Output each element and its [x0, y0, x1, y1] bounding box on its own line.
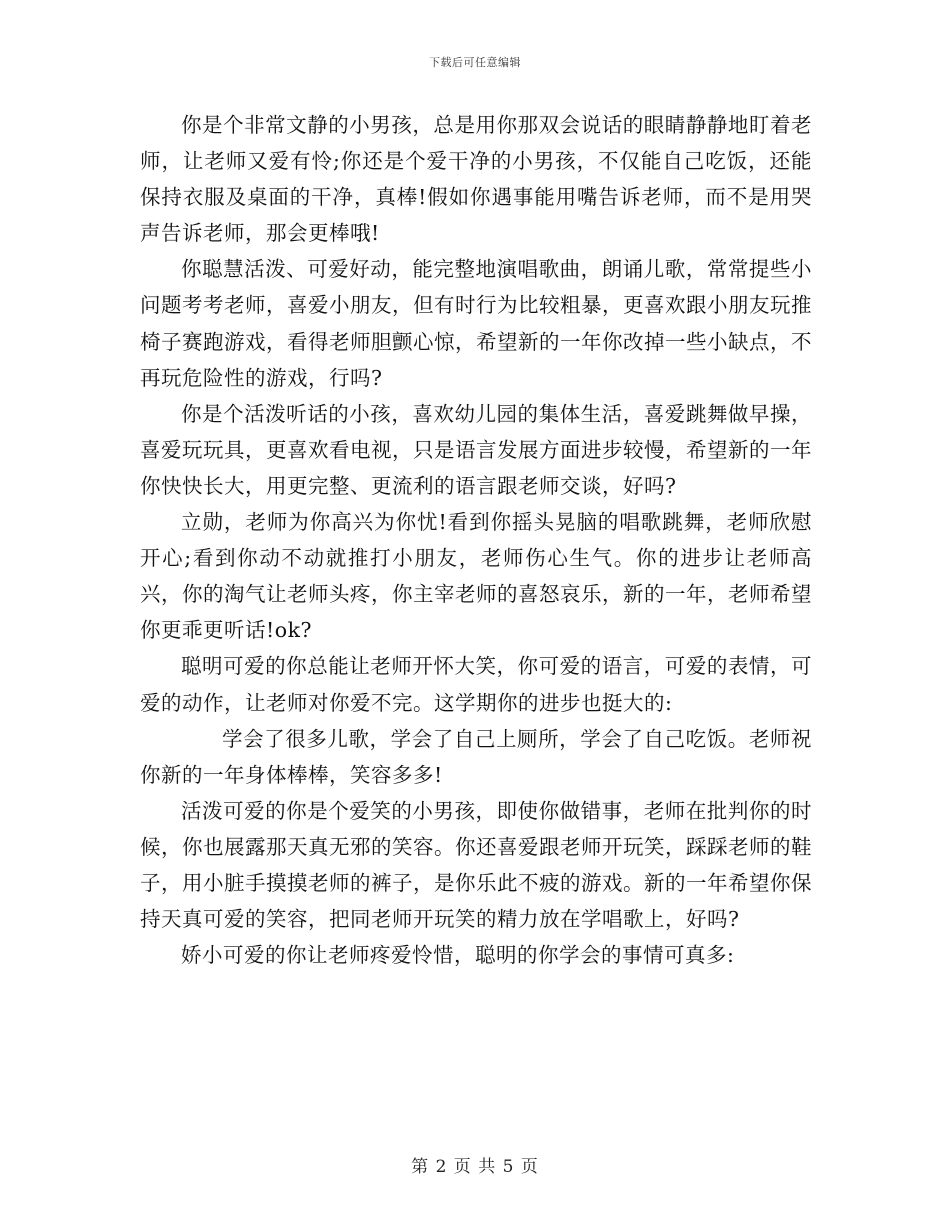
page-header: 下载后可任意编辑 — [429, 56, 521, 69]
paragraph-5: 聪明可爱的你总能让老师开怀大笑，你可爱的语言，可爱的表情，可爱的动作，让老师对你爱不完。这学期你的进步也挺大的: — [140, 654, 812, 715]
page-footer: 第 2 页 共 5 页 — [411, 1157, 539, 1177]
paragraph-8: 娇小可爱的你让老师疼爱怜惜，聪明的你学会的事情可真多: — [181, 943, 735, 968]
paragraph-2: 你聪慧活泼、可爱好动，能完整地演唱歌曲，朗诵儿歌，常常提些小问题考考老师，喜爱小朋友，但有时行为比较粗暴，更喜欢跟小朋友玩推椅子赛跑游戏，看得老师胆颤心惊，希望新的一年你改掉一些小缺点，不再玩危险性的游戏，行吗? — [140, 257, 812, 390]
paragraph-7: 活泼可爱的你是个爱笑的小男孩，即使你做错事，老师在批判你的时候，你也展露那天真无邪的笑容。你还喜爱跟老师开玩笑，踩踩老师的鞋子，用小脏手摸摸老师的裤子，是你乐此不疲的游戏。新的一年希望你保持天真可爱的笑容，把同老师开玩笑的精力放在学唱歌上，好吗? — [140, 798, 812, 932]
paragraph-3: 你是个活泼听话的小孩，喜欢幼儿园的集体生活，喜爱跳舞做早操，喜爱玩玩具，更喜欢看电视，只是语言发展方面进步较慢，希望新的一年你快快长大，用更完整、更流利的语言跟老师交谈，好吗? — [140, 401, 812, 498]
paragraph-1: 你是个非常文静的小男孩，总是用你那双会说话的眼睛静静地盯着老师，让老师又爱有怜;你还是个爱干净的小男孩，不仅能自己吃饭，还能保持衣服及桌面的干净，真棒!假如你遇事能用嘴告诉老师，而不是用哭声告诉老师，那会更棒哦! — [140, 113, 812, 246]
paragraph-6: 学会了很多儿歌，学会了自己上厕所，学会了自己吃饭。老师祝你新的一年身体棒棒，笑容多多! — [140, 726, 812, 787]
document-body — [140, 107, 812, 973]
paragraph-4: 立勋，老师为你高兴为你忧!看到你摇头晃脑的唱歌跳舞，老师欣慰开心;看到你动不动就推打小朋友，老师伤心生气。你的进步让老师高兴，你的淘气让老师头疼，你主宰老师的喜怒哀乐，新的一年，老师希望你更乖更听话!ok? — [140, 510, 812, 643]
